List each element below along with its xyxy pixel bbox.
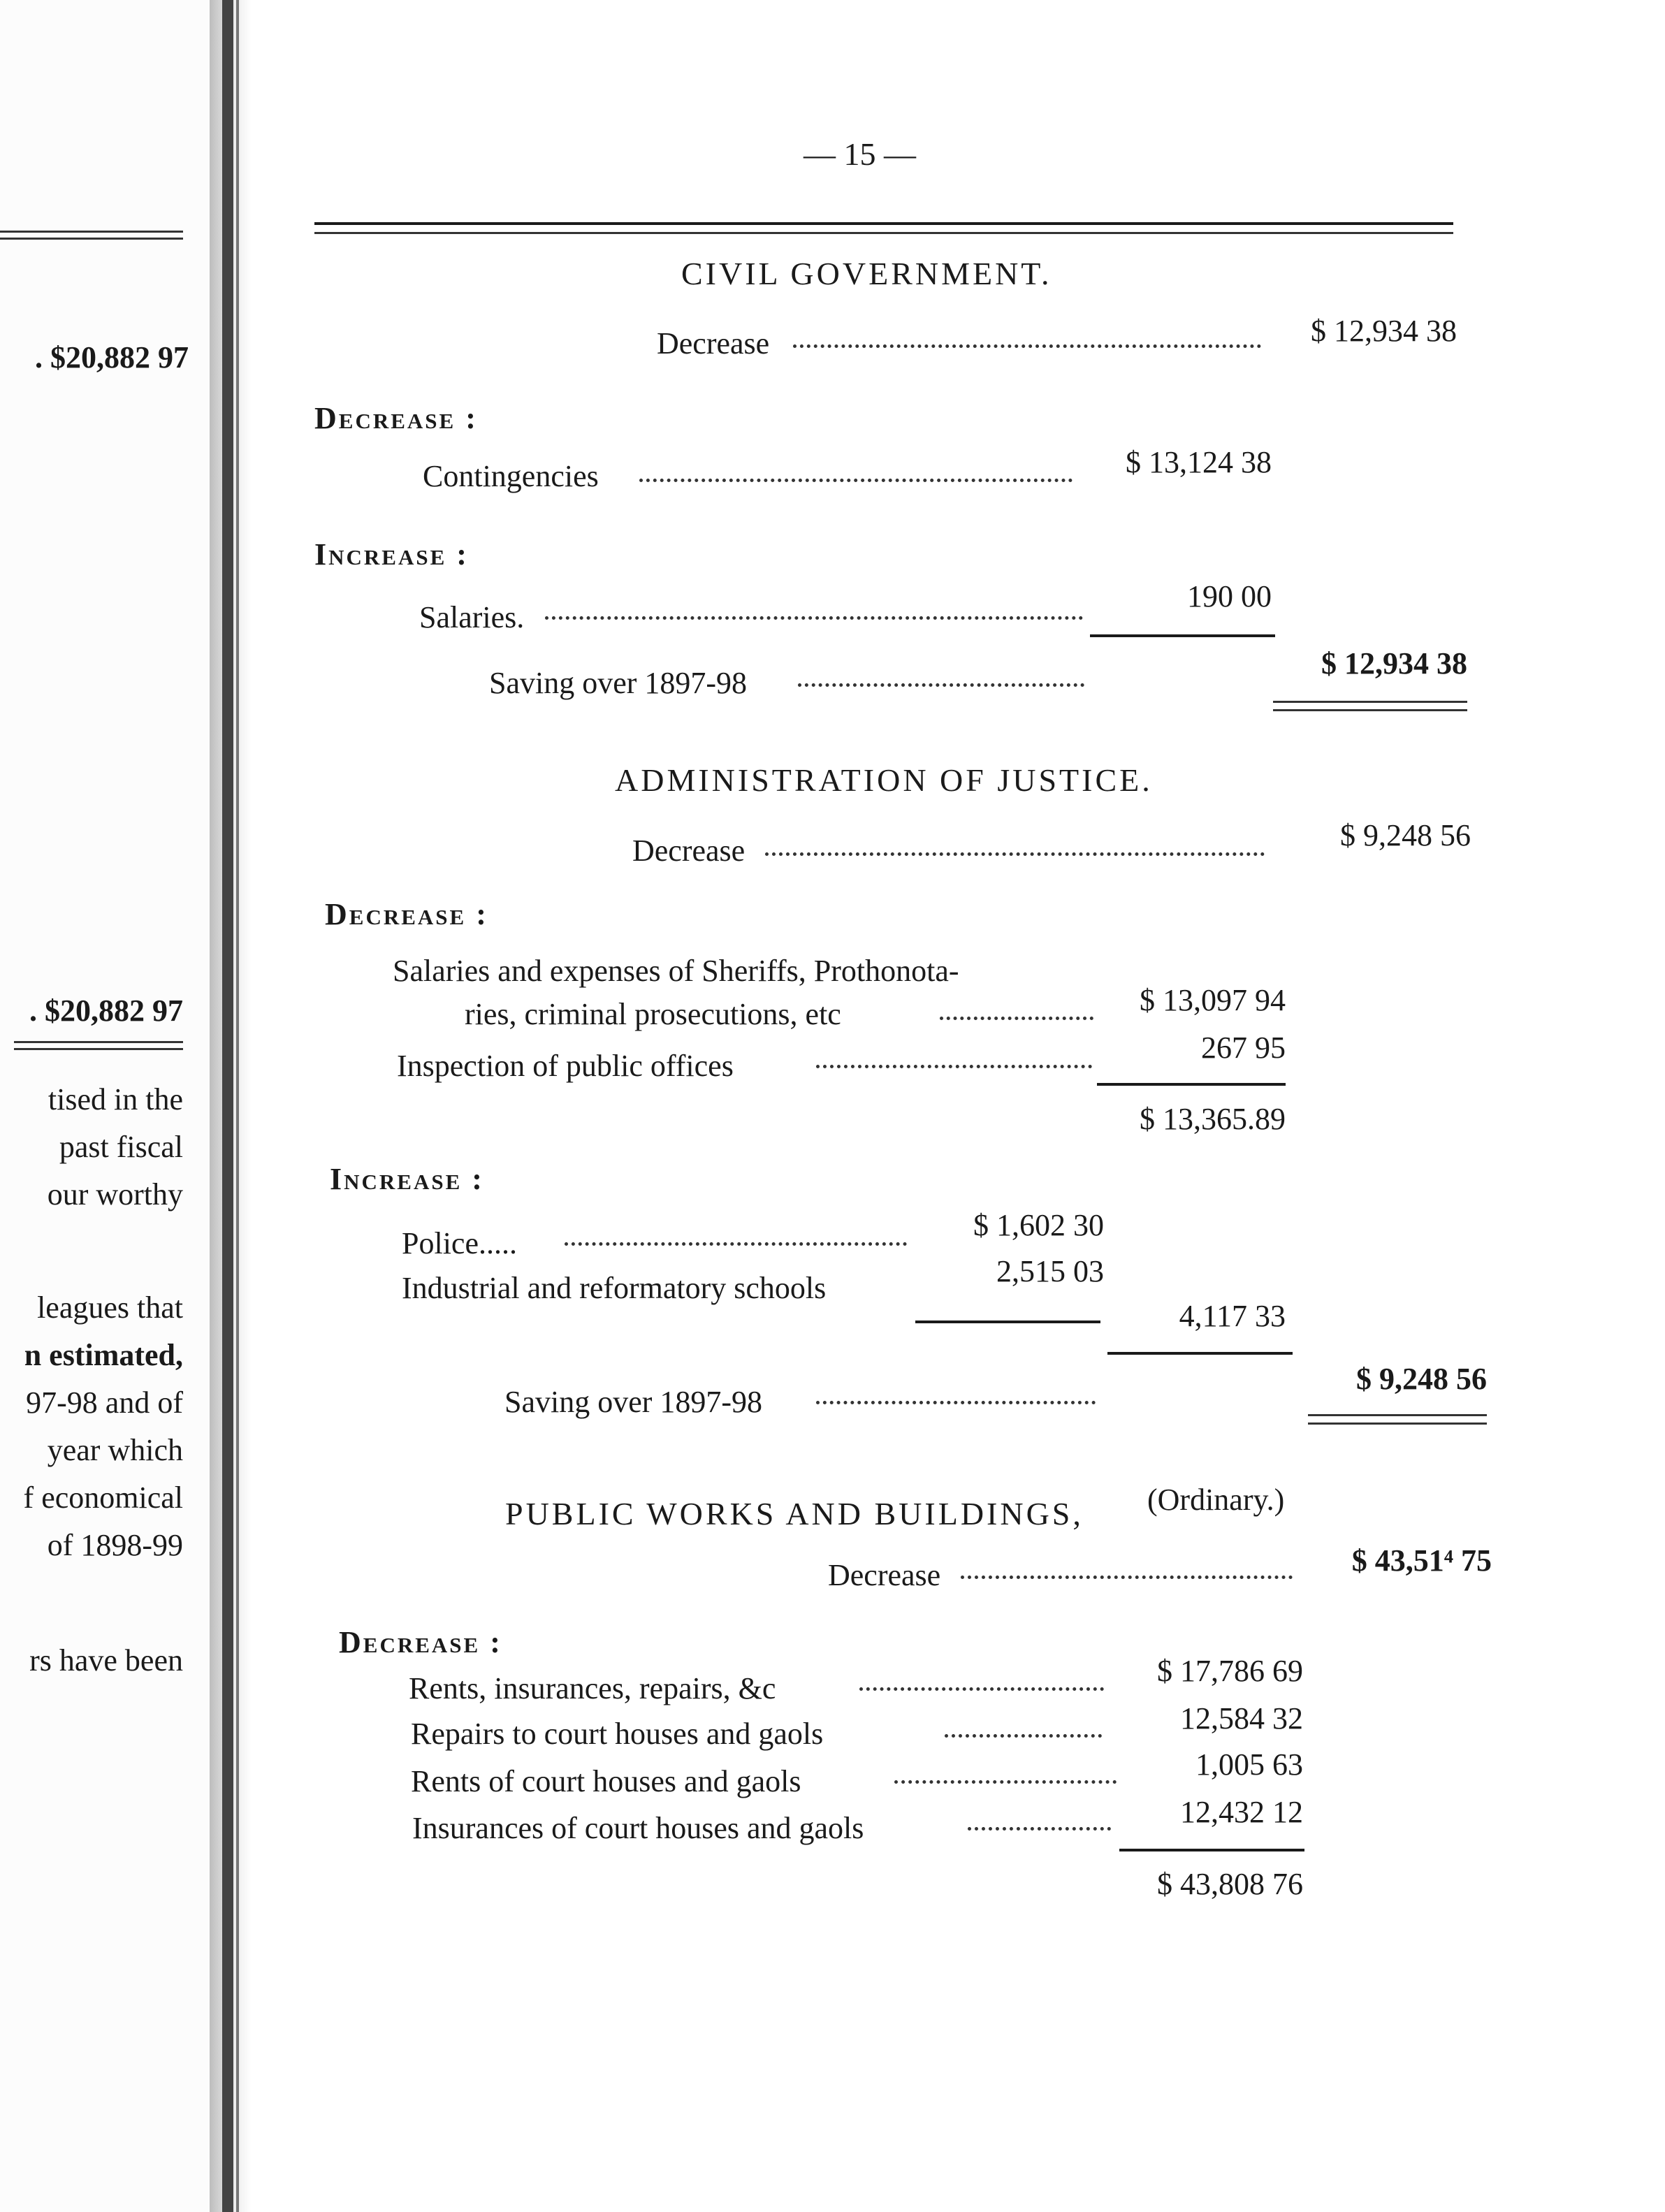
civil-decrease-label: Decrease xyxy=(657,326,770,361)
leader-dots xyxy=(816,1401,1096,1404)
book-spine-edge-inner xyxy=(236,0,239,2212)
public-works-heading-note: (Ordinary.) xyxy=(1147,1483,1285,1517)
public-works-subtotal: $ 43,808 76 xyxy=(1157,1867,1303,1901)
sum-rule xyxy=(915,1320,1100,1323)
public-works-decrease-section-label: Decrease : xyxy=(339,1625,502,1659)
total-double-rule xyxy=(1273,701,1467,703)
leader-dots xyxy=(545,616,1083,620)
justice-schools-amount: 2,515 03 xyxy=(996,1254,1104,1288)
justice-increase-section-label: Increase : xyxy=(330,1162,484,1196)
leader-dots xyxy=(765,852,1265,856)
justice-decrease-section-label: Decrease : xyxy=(325,897,488,931)
justice-decrease-subtotal: $ 13,365.89 xyxy=(1140,1102,1286,1136)
civil-saving-amount: $ 12,934 38 xyxy=(1321,646,1467,681)
civil-contingencies-label: Contingencies xyxy=(423,459,599,493)
left-text-line: 97-98 and of xyxy=(26,1385,183,1420)
left-text-line: n estimated, xyxy=(24,1338,183,1372)
left-text-line: past fiscal xyxy=(59,1130,183,1164)
section-heading-administration-of-justice: ADMINISTRATION OF JUSTICE. xyxy=(615,762,1153,798)
justice-police-amount: $ 1,602 30 xyxy=(973,1208,1104,1242)
total-double-rule xyxy=(1308,1414,1487,1416)
public-works-item-label: Rents of court houses and gaols xyxy=(411,1764,801,1798)
left-text-line: our worthy xyxy=(47,1177,183,1211)
left-text-line: rs have been xyxy=(29,1643,183,1678)
public-works-item-amount: $ 17,786 69 xyxy=(1157,1654,1303,1688)
left-text-line: f economical xyxy=(23,1480,183,1515)
sum-rule xyxy=(1107,1352,1293,1355)
civil-decrease-section-label: Decrease : xyxy=(314,401,478,435)
justice-inspection-label: Inspection of public offices xyxy=(397,1049,734,1083)
left-rule-top-2 xyxy=(0,238,183,240)
header-rule-thick xyxy=(314,222,1453,225)
civil-decrease-total: $ 12,934 38 xyxy=(1311,314,1457,348)
justice-decrease-label: Decrease xyxy=(632,834,746,868)
civil-increase-section-label: Increase : xyxy=(314,537,469,572)
left-rule-top xyxy=(0,231,183,233)
left-amount-top: . $20,882 97 xyxy=(35,340,189,374)
section-heading-civil-government: CIVIL GOVERNMENT. xyxy=(681,256,1052,291)
leader-dots xyxy=(859,1687,1104,1691)
public-works-item-label: Repairs to court houses and gaols xyxy=(411,1717,824,1751)
total-double-rule xyxy=(1308,1422,1487,1425)
left-text-line: of 1898-99 xyxy=(47,1528,183,1562)
leader-dots xyxy=(894,1780,1117,1784)
leader-dots xyxy=(961,1576,1293,1579)
justice-salaries-label-line1: Salaries and expenses of Sheriffs, Prothonota- xyxy=(393,954,959,988)
public-works-item-amount: 12,584 32 xyxy=(1180,1701,1303,1736)
justice-increase-subtotal: 4,117 33 xyxy=(1179,1299,1286,1333)
justice-salaries-label-line2: ries, criminal prosecutions, etc xyxy=(465,997,841,1031)
civil-saving-label: Saving over 1897-98 xyxy=(489,666,748,700)
public-works-item-label: Insurances of court houses and gaols xyxy=(412,1811,864,1845)
header-rule-thin xyxy=(314,232,1453,234)
left-rule-mid xyxy=(14,1041,183,1043)
left-text-line: year which xyxy=(47,1433,183,1467)
leader-dots xyxy=(798,683,1084,687)
leader-dots xyxy=(945,1734,1102,1738)
page-number: — 15 — xyxy=(804,136,916,172)
public-works-decrease-label: Decrease xyxy=(828,1558,941,1592)
leader-dots xyxy=(816,1065,1092,1068)
book-spine-edge xyxy=(222,0,233,2212)
left-facing-page xyxy=(0,0,210,2212)
justice-schools-label: Industrial and reformatory schools xyxy=(402,1271,827,1305)
justice-saving-label: Saving over 1897-98 xyxy=(504,1385,763,1419)
civil-contingencies-amount: $ 13,124 38 xyxy=(1126,445,1272,479)
left-amount-mid: . $20,882 97 xyxy=(29,994,183,1028)
justice-saving-amount: $ 9,248 56 xyxy=(1356,1362,1487,1396)
leader-dots xyxy=(940,1017,1093,1020)
left-text-line: tised in the xyxy=(48,1082,183,1116)
total-double-rule xyxy=(1273,709,1467,711)
sum-rule xyxy=(1097,1083,1286,1086)
justice-inspection-amount: 267 95 xyxy=(1201,1031,1286,1065)
left-rule-mid-2 xyxy=(14,1048,183,1050)
justice-police-label: Police..... xyxy=(402,1226,517,1260)
justice-salaries-amount: $ 13,097 94 xyxy=(1140,983,1286,1017)
public-works-item-label: Rents, insurances, repairs, &c xyxy=(409,1671,776,1705)
leader-dots xyxy=(639,479,1073,482)
leader-dots xyxy=(968,1827,1111,1831)
left-text-line: leagues that xyxy=(37,1290,183,1325)
public-works-decrease-total: $ 43,51⁴ 75 xyxy=(1351,1543,1492,1578)
civil-salaries-amount: 190 00 xyxy=(1187,579,1272,613)
public-works-item-amount: 12,432 12 xyxy=(1180,1795,1303,1829)
sum-rule xyxy=(1090,634,1275,637)
leader-dots xyxy=(793,344,1261,348)
public-works-item-amount: 1,005 63 xyxy=(1195,1747,1303,1782)
justice-decrease-total: $ 9,248 56 xyxy=(1340,818,1471,852)
civil-salaries-label: Salaries. xyxy=(419,600,525,634)
section-heading-public-works: PUBLIC WORKS AND BUILDINGS, xyxy=(505,1496,1084,1531)
leader-dots xyxy=(565,1242,907,1246)
sum-rule xyxy=(1119,1849,1304,1851)
